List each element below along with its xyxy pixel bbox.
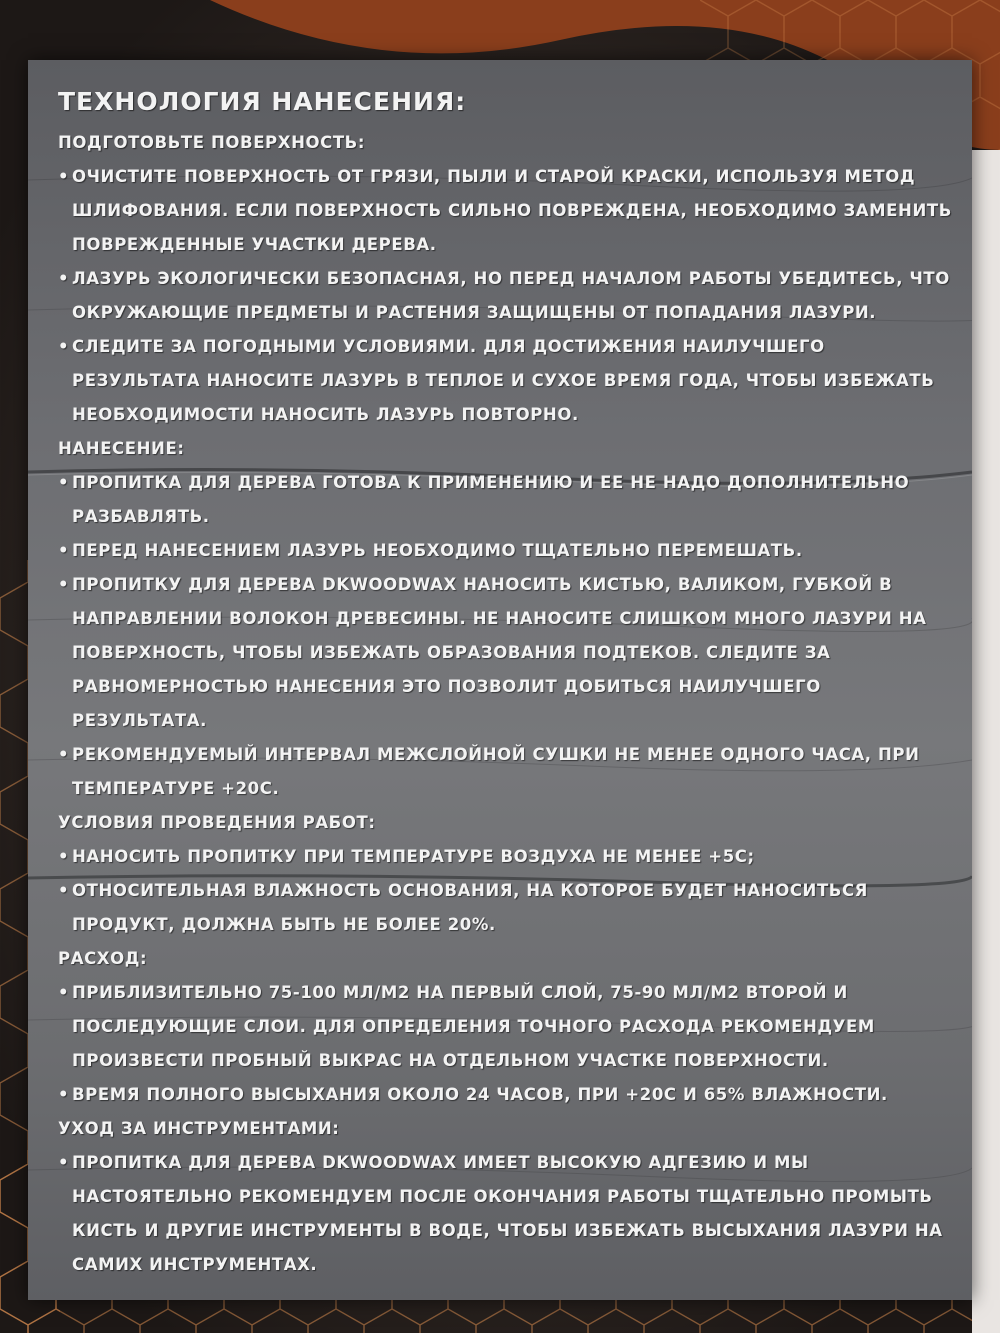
section-heading: УХОД ЗА ИНСТРУМЕНТАМИ:	[58, 1119, 340, 1138]
content	[58, 82, 958, 1282]
section-surface-preparation	[58, 126, 958, 432]
section-heading: ПОДГОТОВЬТЕ ПОВЕРХНОСТЬ:	[58, 133, 366, 152]
section-list	[58, 976, 958, 1112]
list-item: • ЛАЗУРЬ ЭКОЛОГИЧЕСКИ БЕЗОПАСНАЯ, НО ПЕРЕД НАЧАЛОМ РАБОТЫ УБЕДИТЕСЬ, ЧТО ОКРУЖАЮЩИЕ ПРЕДМЕТЫ И РАСТЕНИЯ ЗАЩИЩЕНЫ ОТ ПОПАДАНИЯ ЛАЗУРИ.	[58, 269, 950, 322]
list-item: • ПРОПИТКУ ДЛЯ ДЕРЕВА DKWOODWAX НАНОСИТЬ КИСТЬЮ, ВАЛИКОМ, ГУБКОЙ В НАПРАВЛЕНИИ ВОЛОКОН ДРЕВЕСИНЫ. НЕ НАНОСИТЕ СЛИШКОМ МНОГО ЛАЗУРИ НА ПОВЕРХНОСТЬ, ЧТОБЫ ИЗБЕЖАТЬ ОБРАЗОВАНИЯ ПОДТЕКОВ. СЛЕДИТЕ ЗА РАВНОМЕРНОСТЬЮ НАНЕСЕНИЯ ЭТО ПОЗВОЛИТ ДОБИТЬСЯ НАИЛУЧШЕГО РЕЗУЛЬТАТА.	[58, 575, 927, 730]
list-item: • ОЧИСТИТЕ ПОВЕРХНОСТЬ ОТ ГРЯЗИ, ПЫЛИ И СТАРОЙ КРАСКИ, ИСПОЛЬЗУЯ МЕТОД ШЛИФОВАНИЯ. ЕСЛИ ПОВЕРХНОСТЬ СИЛЬНО ПОВРЕЖДЕНА, НЕОБХОДИМО ЗАМЕНИТЬ ПОВРЕЖДЕННЫЕ УЧАСТКИ ДЕРЕВА.	[58, 167, 952, 254]
list-item: • ПРОПИТКА ДЛЯ ДЕРЕВА DKWOODWAX ИМЕЕТ ВЫСОКУЮ АДГЕЗИЮ И МЫ НАСТОЯТЕЛЬНО РЕКОМЕНДУЕМ ПОСЛЕ ОКОНЧАНИЯ РАБОТЫ ТЩАТЕЛЬНО ПРОМЫТЬ КИСТЬ И ДРУГИЕ ИНСТРУМЕНТЫ В ВОДЕ, ЧТОБЫ ИЗБЕЖАТЬ ВЫСЫХАНИЯ ЛАЗУРИ НА САМИХ ИНСТРУМЕНТАХ.	[58, 1153, 943, 1274]
section-heading: НАНЕСЕНИЕ:	[58, 439, 185, 458]
instructions-card	[28, 60, 972, 1300]
list-item: • ПЕРЕД НАНЕСЕНИЕМ ЛАЗУРЬ НЕОБХОДИМО ТЩАТЕЛЬНО ПЕРЕМЕШАТЬ.	[58, 541, 803, 560]
list-item: • ОТНОСИТЕЛЬНАЯ ВЛАЖНОСТЬ ОСНОВАНИЯ, НА КОТОРОЕ БУДЕТ НАНОСИТЬСЯ ПРОДУКТ, ДОЛЖНА БЫТЬ НЕ БОЛЕЕ 20%.	[58, 881, 868, 934]
section-list	[58, 840, 958, 942]
section-heading: РАСХОД:	[58, 949, 148, 968]
section-tool-care	[58, 1112, 958, 1282]
section-list	[58, 160, 958, 432]
list-item: • ПРОПИТКА ДЛЯ ДЕРЕВА ГОТОВА К ПРИМЕНЕНИЮ И ЕЕ НЕ НАДО ДОПОЛНИТЕЛЬНО РАЗБАВЛЯТЬ.	[58, 473, 910, 526]
section-heading: УСЛОВИЯ ПРОВЕДЕНИЯ РАБОТ:	[58, 813, 376, 832]
list-item: • ВРЕМЯ ПОЛНОГО ВЫСЫХАНИЯ ОКОЛО 24 ЧАСОВ, ПРИ +20С И 65% ВЛАЖНОСТИ.	[58, 1085, 888, 1104]
section-work-conditions	[58, 806, 958, 942]
section-list	[58, 1146, 958, 1282]
list-item: • НАНОСИТЬ ПРОПИТКУ ПРИ ТЕМПЕРАТУРЕ ВОЗДУХА НЕ МЕНЕЕ +5С;	[58, 847, 755, 866]
document-title: ТЕХНОЛОГИЯ НАНЕСЕНИЯ:	[58, 87, 467, 116]
list-item: • РЕКОМЕНДУЕМЫЙ ИНТЕРВАЛ МЕЖСЛОЙНОЙ СУШКИ НЕ МЕНЕЕ ОДНОГО ЧАСА, ПРИ ТЕМПЕРАТУРЕ +20С.	[58, 745, 920, 798]
section-application	[58, 432, 958, 806]
list-item: • СЛЕДИТЕ ЗА ПОГОДНЫМИ УСЛОВИЯМИ. ДЛЯ ДОСТИЖЕНИЯ НАИЛУЧШЕГО РЕЗУЛЬТАТА НАНОСИТЕ ЛАЗУРЬ В ТЕПЛОЕ И СУХОЕ ВРЕМЯ ГОДА, ЧТОБЫ ИЗБЕЖАТЬ НЕОБХОДИМОСТИ НАНОСИТЬ ЛАЗУРЬ ПОВТОРНО.	[58, 337, 935, 424]
list-item: • ПРИБЛИЗИТЕЛЬНО 75-100 МЛ/М2 НА ПЕРВЫЙ СЛОЙ, 75-90 МЛ/М2 ВТОРОЙ И ПОСЛЕДУЮЩИЕ СЛОИ. ДЛЯ ОПРЕДЕЛЕНИЯ ТОЧНОГО РАСХОДА РЕКОМЕНДУЕМ ПРОИЗВЕСТИ ПРОБНЫЙ ВЫКРАС НА ОТДЕЛЬНОМ УЧАСТКЕ ПОВЕРХНОСТИ.	[58, 983, 875, 1070]
section-list	[58, 466, 958, 806]
section-consumption	[58, 942, 958, 1112]
